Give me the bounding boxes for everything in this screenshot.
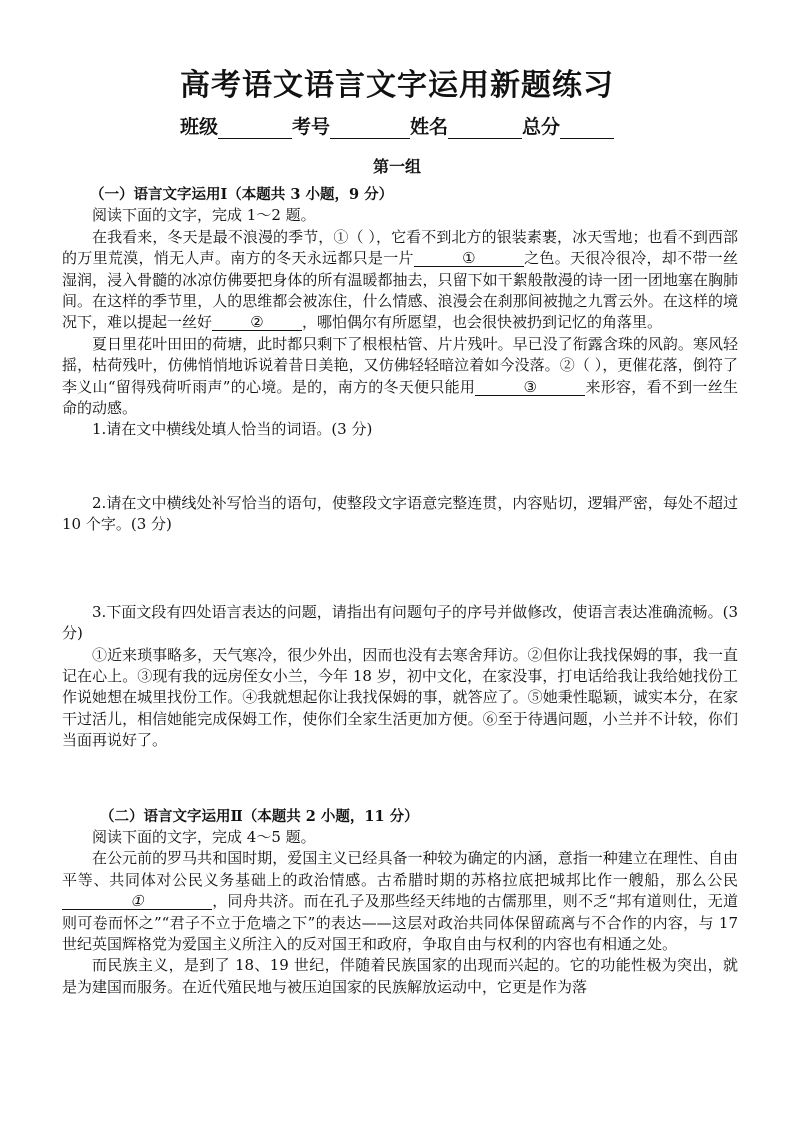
passage-text: ，哪怕偶尔有所愿望，也会很快被扔到记忆的角落里。 <box>302 313 663 332</box>
class-field[interactable] <box>218 120 292 139</box>
answer-blank[interactable]: ③ <box>475 379 585 396</box>
passage-text: 之色。天很冷很冷，却不带一丝湿润，浸入骨髓的冰凉仿佛要把身体的所有温暖都抽去，只留下如干絮般散漫的诗一团一团地塞在胸肺间。在这样的季节里，人的思维都会被冻住，什么情感、浪漫会在刹那间被抛之九霄云外。在这样的境况下，难以提起一丝好 <box>62 249 738 332</box>
instruction-text: 阅读下面的文字，完成 4～5 题。 <box>92 827 316 846</box>
section-heading: （二）语言文字运用Ⅱ（本题共 2 小题，11 分） <box>100 807 419 825</box>
passage-text: ，同舟共济。而在孔子及那些经天纬地的古儒那里，则不乏“邦有道则仕，无道则可卷而怀之”“君子不立于危墙之下”的表达——这层对政治共同体保留疏离与不合作的内容，与 17 世纪英国辉格党为爱国主义所注入的反对国王和政府，争取自由与权利的内容也有相通之处。 <box>62 892 738 953</box>
exam-no-label: 考号 <box>291 116 330 138</box>
passage-text: 夏日里花叶田田的荷塘，此时都只剩下了根根枯管、片片残叶。早已没了衔露含珠的风韵。寒风轻摇，枯荷残叶，仿佛悄悄地诉说着昔日美艳，又仿佛轻轻暗泣着如今没落。②（ ），更催花落，倒符了李义山“留得残荷听雨声”的心境。是的，南方的冬天便只能用 <box>62 334 738 396</box>
worksheet-content <box>62 184 738 998</box>
name-label: 姓名 <box>410 116 449 138</box>
group-title: 第一组 <box>372 157 421 176</box>
passage-paragraph <box>62 848 738 955</box>
passage-text: 在公元前的罗马共和国时期，爱国主义已经具备一种较为确定的内涵，意指一种建立在理性、自由平等、共同体对公民义务基础上的政治情感。古希腊时期的苏格拉底把城邦比作一艘船，那么公民 <box>62 849 738 889</box>
answer-space[interactable] <box>62 536 738 602</box>
passage-text: 来形容，看不到一丝生命的动感。 <box>62 377 738 418</box>
student-info-line <box>0 112 794 139</box>
instruction-text: 阅读下面的文字，完成 1～2 题。 <box>92 206 316 225</box>
answer-blank[interactable]: ① <box>414 250 524 267</box>
passage-paragraph: 而民族主义，是到了 18、19 世纪，伴随着民族国家的出现而兴起的。它的功能性极为突出，就是为建国而服务。在近代殖民地与被压迫国家的民族解放运动中，它更是作为落 <box>62 956 738 996</box>
passage-paragraph <box>62 227 738 334</box>
question-3-passage: ①近来琐事略多，天气寒冷，很少外出，因而也没有去寒舍拜访。②但你让我找保姆的事，我一直记在心上。③现有我的远房侄女小兰，今年 18 岁，初中文化，在家没事，打电话给我让我给她找份工作说她想在城里找份工作。④我就想起你让我找保姆的事，就答应了。⑤她秉性聪颖，诚实本分，在家干过活儿，相信她能完成保姆工作，使你们全家生活更加方便。⑥至于待遇问题，小兰并不计较，你们当面再说好了。 <box>62 645 738 750</box>
score-field[interactable] <box>560 120 614 139</box>
passage-text: ①（ ），它看不到北方的银装素裹，冰天雪地；也看不到西部的万里荒漠，悄无人声。南方的冬天永远都只是一片 <box>62 227 738 268</box>
question-1: 1.请在文中横线处填人恰当的词语。(3 分) <box>92 420 373 439</box>
exam-no-field[interactable] <box>330 120 410 139</box>
answer-blank[interactable]: ① <box>62 893 212 910</box>
page-title: 高考语文语言文字运用新题练习 <box>180 68 614 103</box>
passage-text: 在我看来，冬天是最不浪漫的季节， <box>92 227 334 246</box>
section-heading: （一）语言文字运用Ⅰ（本题共 3 小题，9 分） <box>90 186 394 203</box>
answer-blank[interactable]: ② <box>212 314 302 331</box>
score-label: 总分 <box>522 116 561 138</box>
passage-paragraph <box>62 334 738 420</box>
question-3: 3.下面文段有四处语言表达的问题，请指出有问题句子的序号并做修改，使语言表达准确流畅。(3 分) <box>62 602 738 643</box>
class-label: 班级 <box>179 116 218 138</box>
name-field[interactable] <box>448 120 522 139</box>
answer-space[interactable] <box>62 752 738 806</box>
question-2: 2.请在文中横线处补写恰当的语句，使整段文字语意完整连贯，内容贴切，逻辑严密，每处不超过 10 个字。(3 分) <box>62 493 738 534</box>
answer-space[interactable] <box>62 441 738 493</box>
